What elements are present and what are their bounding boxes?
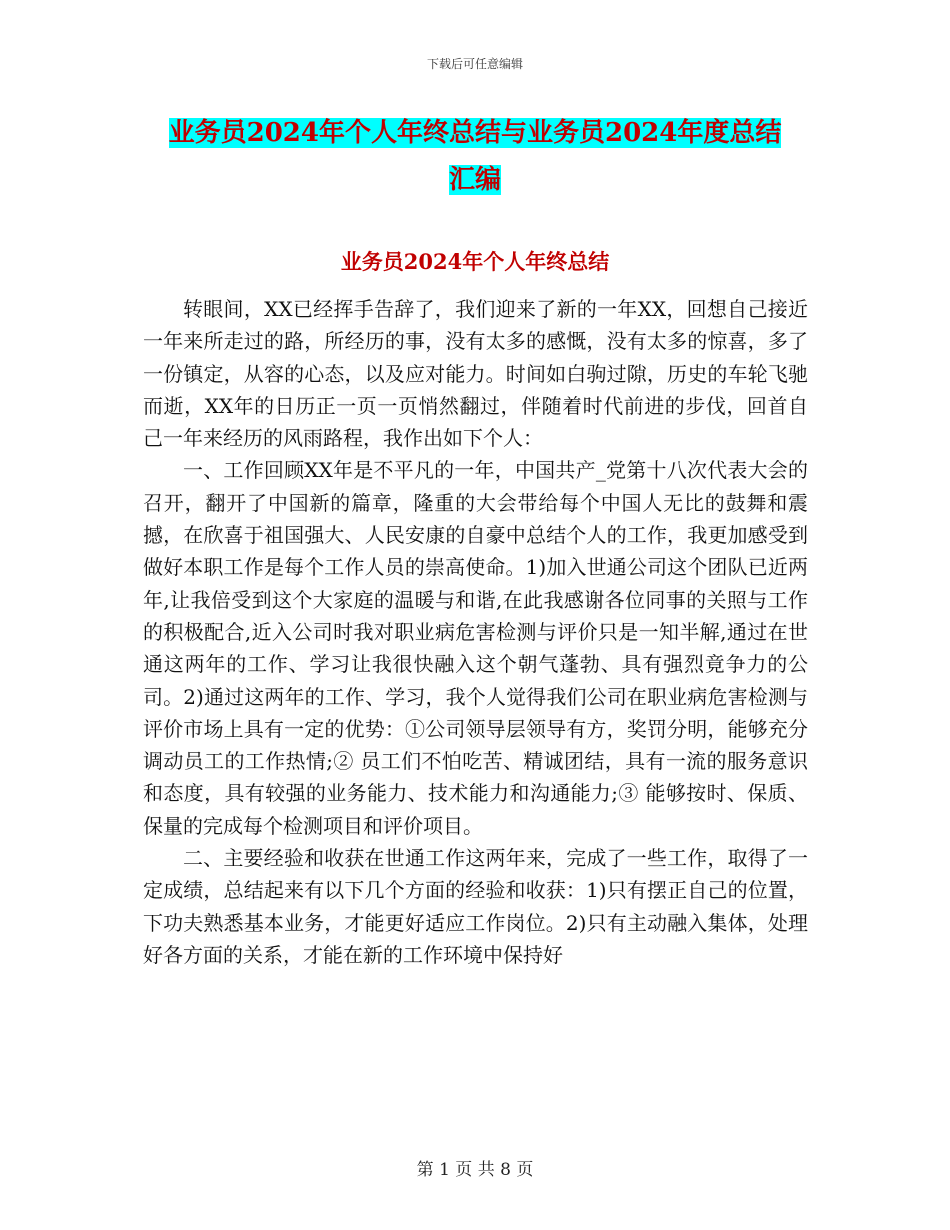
header-note: 下载后可任意编辑 bbox=[426, 57, 523, 71]
paragraph: 转眼间，XX已经挥手告辞了，我们迎来了新的一年XX，回想自己接近一年来所走过的路，所经历的事，没有太多的感慨，没有太多的惊喜，多了一份镇定，从容的心态，以及应对能力。时间如白驹过隙，历史的车轮飞驰而逝，XX年的日历正一页一页悄然翻过，伴随着时代前进的步伐，回首自己一年来经历的风雨路程，我作出如下个人： bbox=[143, 297, 808, 451]
body-text bbox=[143, 293, 808, 971]
page-footer: 第 1 页 共 8 页 bbox=[416, 1160, 534, 1180]
main-title-line1: 业务员2024年个人年终总结与业务员2024年度总结 bbox=[168, 118, 782, 148]
section-title: 业务员2024年个人年终总结 bbox=[340, 249, 610, 274]
paragraph: 二、主要经验和收获在世通工作这两年来，完成了一些工作，取得了一定成绩，总结起来有以下几个方面的经验和收获：1)只有摆正自己的位置，下功夫熟悉基本业务，才能更好适应工作岗位。2)只有主动融入集体，处理好各方面的关系，才能在新的工作环境中保持好 bbox=[143, 846, 808, 967]
paragraph: 一、工作回顾XX年是不平凡的一年，中国共产_党第十八次代表大会的召开，翻开了中国新的篇章，隆重的大会带给每个中国人无比的鼓舞和震撼，在欣喜于祖国强大、人民安康的自豪中总结个人的工作，我更加感受到做好本职工作是每个工作人员的崇高使命。1)加入世通公司这个团队已近两年,让我倍受到这个大家庭的温暖与和谐,在此我感谢各位同事的关照与工作的积极配合,近入公司时我对职业病危害检测与评价只是一知半解,通过在世通这两年的工作、学习让我很快融入这个朝气蓬勃、具有强烈竟争力的公司。2)通过这两年的工作、学习，我个人觉得我们公司在职业病危害检测与评价市场上具有一定的优势：①公司领导层领导有方，奖罚分明，能够充分调动员工的工作热情;② 员工们不怕吃苦、精诚团结，具有一流的服务意识和态度，具有较强的业务能力、技术能力和沟通能力;③ 能够按时、保质、保量的完成每个检测项目和评价项目。 bbox=[143, 458, 808, 838]
main-title bbox=[140, 110, 810, 204]
main-title-line2: 汇编 bbox=[448, 165, 501, 195]
